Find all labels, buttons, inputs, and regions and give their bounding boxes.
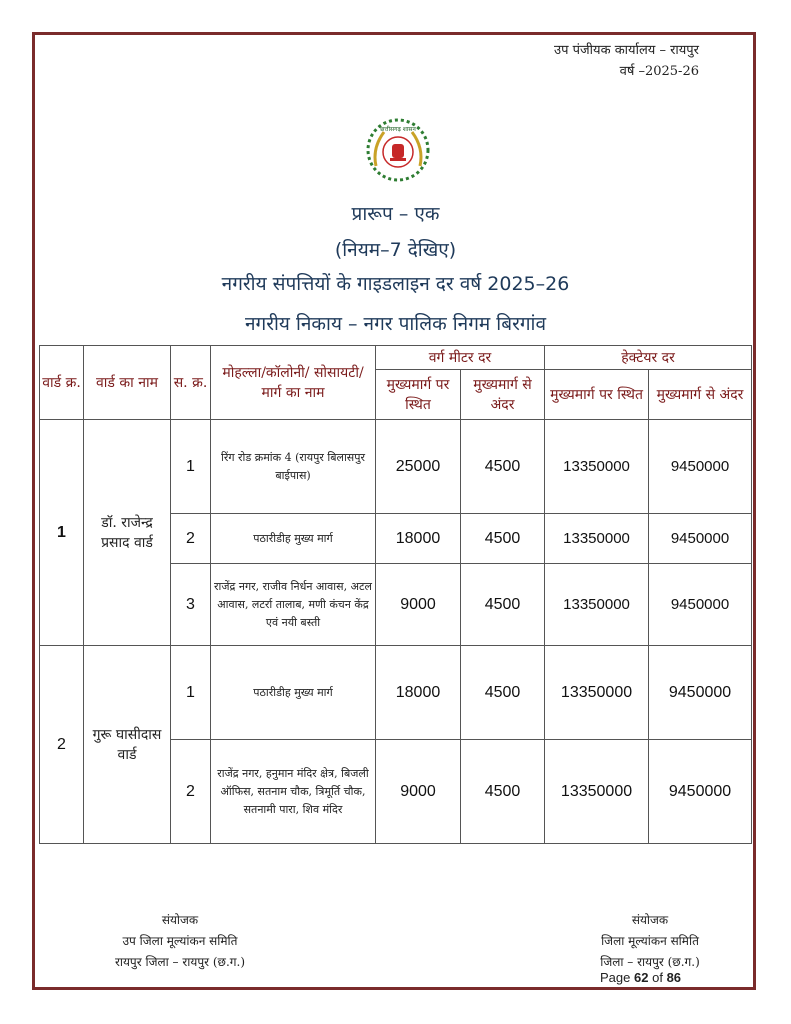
sqm-rate-inside-main-road: 4500 xyxy=(461,740,545,844)
serial-number: 1 xyxy=(171,646,211,740)
hectare-rate-on-main-road: 13350000 xyxy=(545,564,649,646)
sqm-rate-inside-main-road: 4500 xyxy=(461,564,545,646)
hectare-rate-inside-main-road: 9450000 xyxy=(649,420,752,514)
hectare-rate-on-main-road: 13350000 xyxy=(545,514,649,564)
header-hectare-rate: हेक्टेयर दर xyxy=(545,346,752,370)
locality-name: रिंग रोड क्रमांक 4 (रायपुर बिलासपुर बाईपास) xyxy=(211,420,376,514)
header-serial: स. क्र. xyxy=(171,346,211,420)
table-row xyxy=(40,646,752,740)
sqm-rate-inside-main-road: 4500 xyxy=(461,420,545,514)
hectare-rate-on-main-road: 13350000 xyxy=(545,420,649,514)
ward-name: डॉ. राजेन्द्र प्रसाद वार्ड xyxy=(84,420,171,646)
page-of: of xyxy=(652,970,663,985)
chhattisgarh-government-emblem-icon xyxy=(362,114,434,186)
sqm-rate-on-main-road: 9000 xyxy=(376,564,461,646)
office-header xyxy=(554,40,699,82)
page-prefix: Page xyxy=(600,970,631,985)
header-ha-inside-main-road: मुख्यमार्ग से अंदर xyxy=(649,370,752,420)
serial-number: 3 xyxy=(171,564,211,646)
table-row xyxy=(40,420,752,514)
sqm-rate-on-main-road: 18000 xyxy=(376,646,461,740)
hectare-rate-on-main-road: 13350000 xyxy=(545,740,649,844)
signature-left-committee: उप जिला मूल्यांकन समिति xyxy=(122,934,238,948)
signature-block-left xyxy=(70,910,290,973)
locality-name: राजेंद्र नगर, राजीव निर्धन आवास, अटल आवास, लटर्रा तालाब, मणी कंचन केंद्र एवं नयी बस्ती xyxy=(211,564,376,646)
header-sqm-inside-main-road: मुख्यमार्ग से अंदर xyxy=(461,370,545,420)
office-year: वर्ष –2025-26 xyxy=(619,64,699,79)
serial-number: 1 xyxy=(171,420,211,514)
rule-reference: (नियम–7 देखिए) xyxy=(334,239,457,261)
page-number xyxy=(600,970,681,985)
sqm-rate-on-main-road: 9000 xyxy=(376,740,461,844)
office-name: उप पंजीयक कार्यालय – रायपुर xyxy=(554,43,699,58)
header-sqm-rate: वर्ग मीटर दर xyxy=(376,346,545,370)
header-locality: मोहल्ला/कॉलोनी/ सोसायटी/मार्ग का नाम xyxy=(211,346,376,420)
header-ward-no: वार्ड क्र. xyxy=(40,346,84,420)
page-current: 62 xyxy=(634,970,649,985)
serial-number: 2 xyxy=(171,740,211,844)
page-total: 86 xyxy=(666,970,682,985)
urban-body-title: नगरीय निकाय – नगर पालिक निगम बिरगांव xyxy=(244,313,547,335)
locality-name: पठारीडीह मुख्य मार्ग xyxy=(211,514,376,564)
guideline-rate-table xyxy=(39,345,752,844)
serial-number: 2 xyxy=(171,514,211,564)
form-title: प्रारूप – एक xyxy=(351,203,440,225)
sqm-rate-inside-main-road: 4500 xyxy=(461,646,545,740)
header-ward-name: वार्ड का नाम xyxy=(84,346,171,420)
signature-left-role: संयोजक xyxy=(161,913,199,927)
signature-right-committee: जिला मूल्यांकन समिति xyxy=(601,934,699,948)
hectare-rate-inside-main-road: 9450000 xyxy=(649,564,752,646)
ward-name: गुरू घासीदास वार्ड xyxy=(84,646,171,844)
sqm-rate-inside-main-road: 4500 xyxy=(461,514,545,564)
signature-left-location: रायपुर जिला – रायपुर (छ.ग.) xyxy=(114,955,246,969)
hectare-rate-on-main-road: 13350000 xyxy=(545,646,649,740)
locality-name: राजेंद्र नगर, हनुमान मंदिर क्षेत्र, बिजली ऑफिस, सतनाम चौक, त्रिमूर्ति चौक, सतनामी पारा, शिव मंदिर xyxy=(211,740,376,844)
ward-number: 1 xyxy=(40,420,84,646)
signature-block-right xyxy=(545,910,755,973)
hectare-rate-inside-main-road: 9450000 xyxy=(649,514,752,564)
main-title: नगरीय संपत्तियों के गाइडलाइन दर वर्ष 2025–26 xyxy=(221,273,570,295)
sqm-rate-on-main-road: 18000 xyxy=(376,514,461,564)
hectare-rate-inside-main-road: 9450000 xyxy=(649,646,752,740)
hectare-rate-inside-main-road: 9450000 xyxy=(649,740,752,844)
svg-text:छत्तीसगढ़ शासन: छत्तीसगढ़ शासन xyxy=(380,126,416,133)
ward-number: 2 xyxy=(40,646,84,844)
signature-right-role: संयोजक xyxy=(631,913,669,927)
header-ha-on-main-road: मुख्यमार्ग पर स्थित xyxy=(545,370,649,420)
sqm-rate-on-main-road: 25000 xyxy=(376,420,461,514)
header-sqm-on-main-road: मुख्यमार्ग पर स्थित xyxy=(376,370,461,420)
locality-name: पठारीडीह मुख्य मार्ग xyxy=(211,646,376,740)
signature-right-location: जिला – रायपुर (छ.ग.) xyxy=(600,955,700,969)
